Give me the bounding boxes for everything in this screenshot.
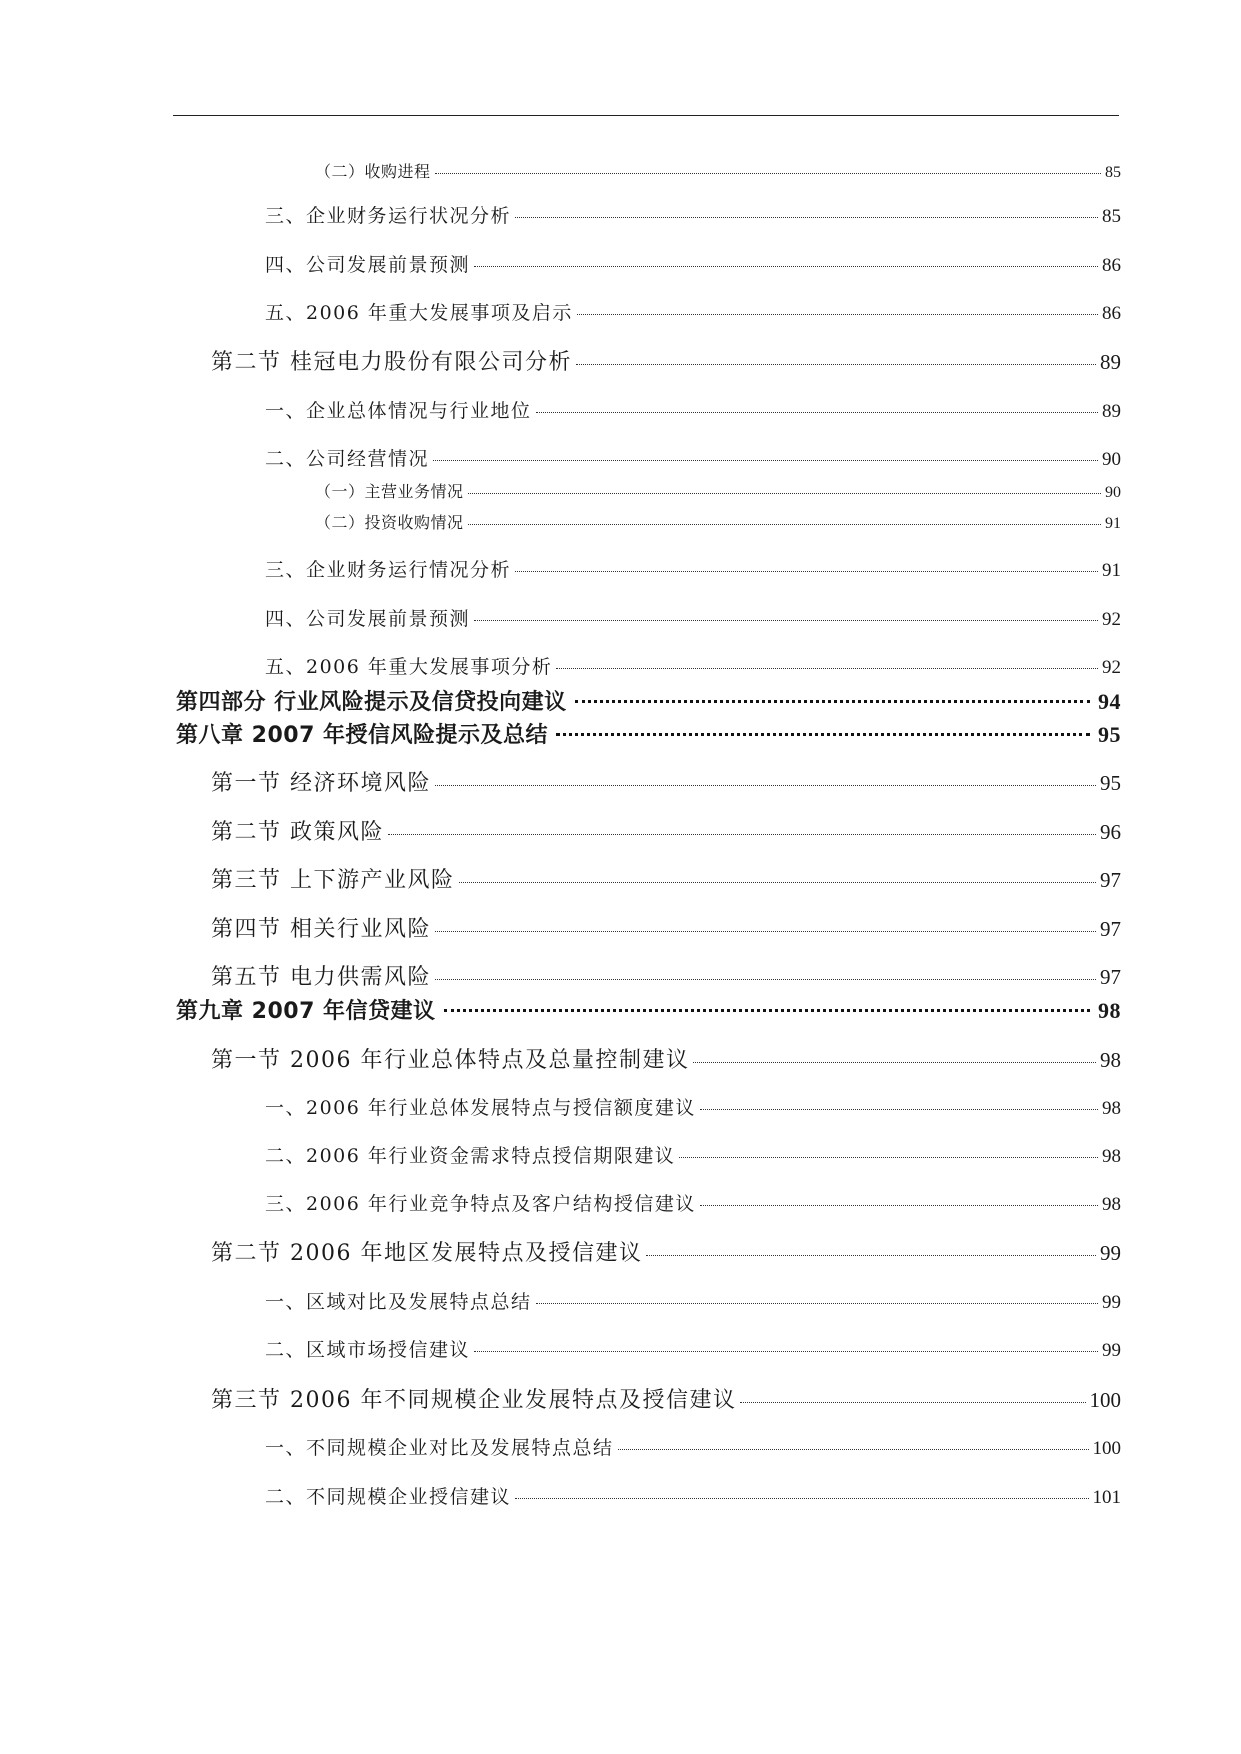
dot-leader (618, 1449, 1089, 1450)
toc-entry-title: 第三节 上下游产业风险 (211, 868, 455, 893)
dot-leader (474, 620, 1098, 621)
toc-entry[interactable] (176, 718, 1121, 749)
toc-entry-page: 101 (1092, 1487, 1121, 1508)
toc-entry-title: 第九章 2007 年信贷建议 (176, 999, 436, 1024)
dot-leader (474, 1351, 1098, 1352)
toc-entry[interactable] (211, 1383, 1121, 1414)
toc-entry-page: 99 (1100, 1241, 1121, 1265)
dot-leader (515, 571, 1098, 572)
toc-entry[interactable] (265, 444, 1121, 471)
toc-entry[interactable] (315, 479, 1121, 502)
toc-entry-page: 96 (1100, 820, 1121, 844)
toc-entry-title: 二、2006 年行业资金需求特点授信期限建议 (265, 1145, 676, 1167)
toc-entry-title: 第三节 2006 年不同规模企业发展特点及授信建议 (211, 1388, 737, 1413)
toc-entry[interactable] (265, 298, 1121, 325)
toc-entry-page: 97 (1100, 868, 1121, 892)
dot-leader (435, 979, 1096, 980)
toc-entry-title: 第八章 2007 年授信风险提示及总结 (176, 723, 549, 748)
toc-entry-page: 98 (1102, 1098, 1121, 1119)
toc-entry[interactable] (265, 1335, 1121, 1362)
toc-entry[interactable] (265, 1482, 1121, 1509)
toc-entry-title: 一、企业总体情况与行业地位 (265, 400, 532, 422)
toc-entry-page: 98 (1098, 998, 1121, 1023)
dot-leader (468, 493, 1101, 494)
toc-entry-title: 第二节 政策风险 (211, 820, 384, 845)
dot-leader (515, 1498, 1088, 1499)
toc-entry[interactable] (315, 159, 1121, 182)
toc-entry[interactable] (315, 510, 1121, 533)
toc-entry[interactable] (211, 1043, 1121, 1074)
toc-entry-page: 97 (1100, 965, 1121, 989)
toc-entry-title: 第一节 经济环境风险 (211, 771, 431, 796)
dot-leader (575, 700, 1090, 703)
toc-entry[interactable] (176, 994, 1121, 1025)
toc-entry[interactable] (211, 863, 1121, 894)
dot-leader (388, 834, 1096, 835)
dot-leader (740, 1402, 1085, 1403)
dot-leader (700, 1109, 1098, 1110)
toc-entry-title: 四、公司发展前景预测 (265, 254, 471, 276)
toc-entry[interactable] (265, 1189, 1121, 1216)
toc-entry-page: 95 (1100, 771, 1121, 795)
toc-entry-page: 85 (1105, 164, 1121, 181)
dot-leader (556, 733, 1090, 736)
toc-entry-page: 86 (1102, 303, 1121, 324)
toc-entry[interactable] (211, 815, 1121, 846)
toc-entry[interactable] (211, 912, 1121, 943)
toc-entry[interactable] (265, 1093, 1121, 1120)
dot-leader (646, 1255, 1096, 1256)
toc-entry-page: 90 (1102, 449, 1121, 470)
dot-leader (577, 314, 1098, 315)
toc-entry-title: （二）投资收购情况 (315, 513, 464, 532)
dot-leader (556, 668, 1098, 669)
toc-entry[interactable] (211, 766, 1121, 797)
toc-entry-title: 三、2006 年行业竞争特点及客户结构授信建议 (265, 1193, 696, 1215)
dot-leader (693, 1062, 1096, 1063)
toc-entry-page: 98 (1102, 1194, 1121, 1215)
toc-entry[interactable] (176, 685, 1121, 716)
toc-entry-title: 第二节 桂冠电力股份有限公司分析 (211, 350, 572, 375)
toc-entry-title: 三、企业财务运行情况分析 (265, 559, 512, 581)
toc-entry-page: 91 (1105, 515, 1121, 532)
toc-entry-title: （一）主营业务情况 (315, 482, 464, 501)
dot-leader (536, 1303, 1098, 1304)
toc-entry-page: 97 (1100, 917, 1121, 941)
dot-leader (576, 364, 1096, 365)
toc-entry-page: 99 (1102, 1340, 1121, 1361)
toc-entry-title: 一、不同规模企业对比及发展特点总结 (265, 1437, 614, 1459)
toc-entry-title: 第二节 2006 年地区发展特点及授信建议 (211, 1241, 643, 1266)
toc-entry-page: 91 (1102, 560, 1121, 581)
toc-entry-title: 五、2006 年重大发展事项及启示 (265, 302, 573, 324)
dot-leader (679, 1157, 1098, 1158)
toc-entry-page: 86 (1102, 255, 1121, 276)
toc-entry-title: 第四节 相关行业风险 (211, 917, 431, 942)
toc-entry-page: 98 (1102, 1146, 1121, 1167)
toc-entry-page: 90 (1105, 484, 1121, 501)
toc-entry[interactable] (265, 555, 1121, 582)
toc-entry-title: 一、区域对比及发展特点总结 (265, 1291, 532, 1313)
toc-entry[interactable] (265, 1141, 1121, 1168)
toc-entry[interactable] (211, 960, 1121, 991)
dot-leader (459, 882, 1097, 883)
toc-entry[interactable] (265, 652, 1121, 679)
toc-entry-title: 第五节 电力供需风险 (211, 965, 431, 990)
toc-entry[interactable] (211, 1236, 1121, 1267)
dot-leader (435, 785, 1096, 786)
toc-entry[interactable] (265, 396, 1121, 423)
toc-entry-page: 85 (1102, 206, 1121, 227)
toc-entry-page: 89 (1100, 350, 1121, 374)
toc-entry-title: 一、2006 年行业总体发展特点与授信额度建议 (265, 1097, 696, 1119)
dot-leader (536, 412, 1098, 413)
toc-entry[interactable] (265, 250, 1121, 277)
toc-entry-title: 二、不同规模企业授信建议 (265, 1486, 512, 1508)
toc-entry[interactable] (265, 201, 1121, 228)
toc-entry[interactable] (211, 345, 1121, 376)
toc-entry-title: 第四部分 行业风险提示及信贷投向建议 (176, 690, 567, 715)
dot-leader (435, 173, 1101, 174)
toc-entry-page: 89 (1102, 401, 1121, 422)
dot-leader (444, 1009, 1090, 1012)
toc-entry-title: 三、企业财务运行状况分析 (265, 205, 512, 227)
toc-entry-page: 95 (1098, 722, 1121, 747)
toc-entry-title: 二、区域市场授信建议 (265, 1339, 471, 1361)
toc-entry-page: 98 (1100, 1048, 1121, 1072)
toc-entry-page: 94 (1098, 689, 1121, 714)
dot-leader (435, 931, 1096, 932)
dot-leader (433, 460, 1098, 461)
dot-leader (515, 217, 1098, 218)
dot-leader (700, 1205, 1098, 1206)
toc-entry-title: 四、公司发展前景预测 (265, 608, 471, 630)
toc-entry[interactable] (265, 1433, 1121, 1460)
toc-entry-page: 100 (1092, 1438, 1121, 1459)
toc-entry-title: 二、公司经营情况 (265, 448, 430, 470)
toc-entry-title: 五、2006 年重大发展事项分析 (265, 656, 553, 678)
toc-entry-page: 100 (1089, 1388, 1121, 1412)
toc-entry[interactable] (265, 1287, 1121, 1314)
dot-leader (474, 266, 1098, 267)
dot-leader (468, 524, 1101, 525)
toc-entry-title: （二）收购进程 (315, 162, 431, 181)
toc-entry[interactable] (265, 604, 1121, 631)
toc-entry-page: 92 (1102, 609, 1121, 630)
toc-entry-page: 92 (1102, 657, 1121, 678)
toc-entry-title: 第一节 2006 年行业总体特点及总量控制建议 (211, 1048, 690, 1073)
toc-entry-page: 99 (1102, 1292, 1121, 1313)
